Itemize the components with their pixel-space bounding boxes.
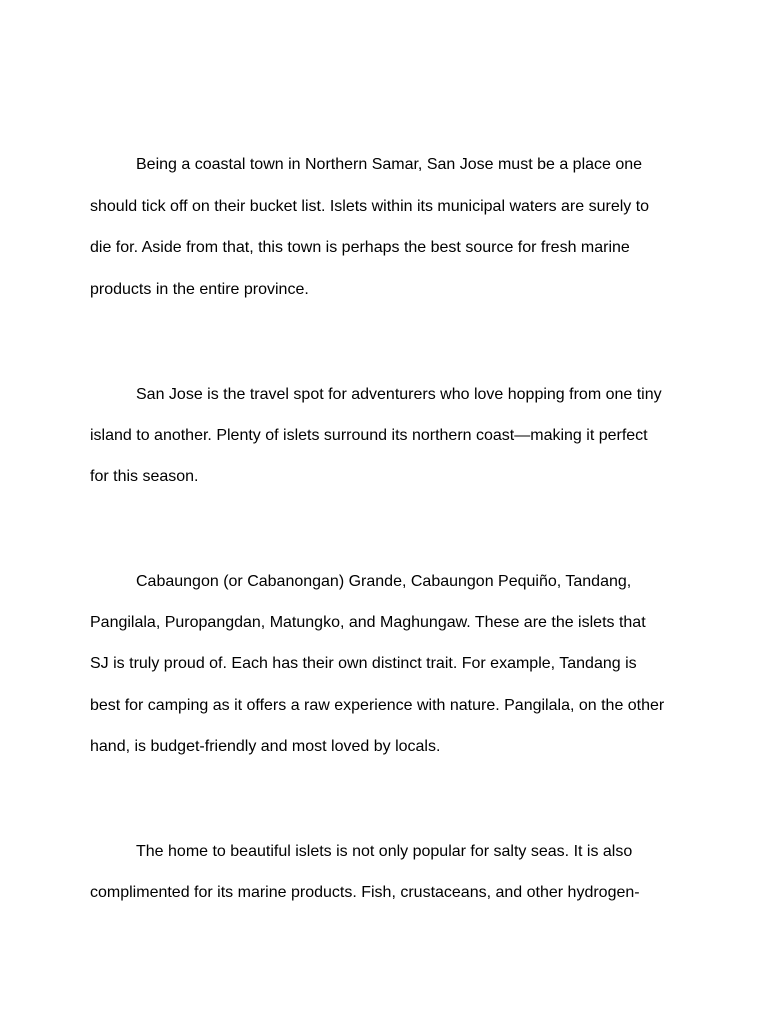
text-line: die for. Aside from that, this town is perhaps the best source for fresh marine	[90, 239, 630, 256]
text-line: Pangilala, Puropangdan, Matungko, and Maghungaw. These are the islets that	[90, 614, 646, 631]
text-line: complimented for its marine products. Fish, crustaceans, and other hydrogen-	[90, 884, 640, 901]
text-line: Cabaungon (or Cabanongan) Grande, Cabaungon Pequiño, Tandang,	[136, 573, 632, 590]
text-line: products in the entire province.	[90, 281, 309, 298]
text-line: island to another. Plenty of islets surround its northern coast—making it perfect	[90, 427, 648, 444]
text-line: SJ is truly proud of. Each has their own distinct trait. For example, Tandang is	[90, 655, 637, 672]
text-line: best for camping as it offers a raw experience with nature. Pangilala, on the other	[90, 697, 665, 714]
text-line: The home to beautiful islets is not only popular for salty seas. It is also	[136, 843, 633, 860]
text-line: Being a coastal town in Northern Samar, San Jose must be a place one	[136, 156, 643, 173]
text-line: for this season.	[90, 468, 199, 485]
text-line: San Jose is the travel spot for adventurers who love hopping from one tiny	[136, 386, 662, 403]
text-line: should tick off on their bucket list. Islets within its municipal waters are surely to	[90, 198, 650, 215]
text-line: hand, is budget-friendly and most loved by locals.	[90, 738, 441, 755]
